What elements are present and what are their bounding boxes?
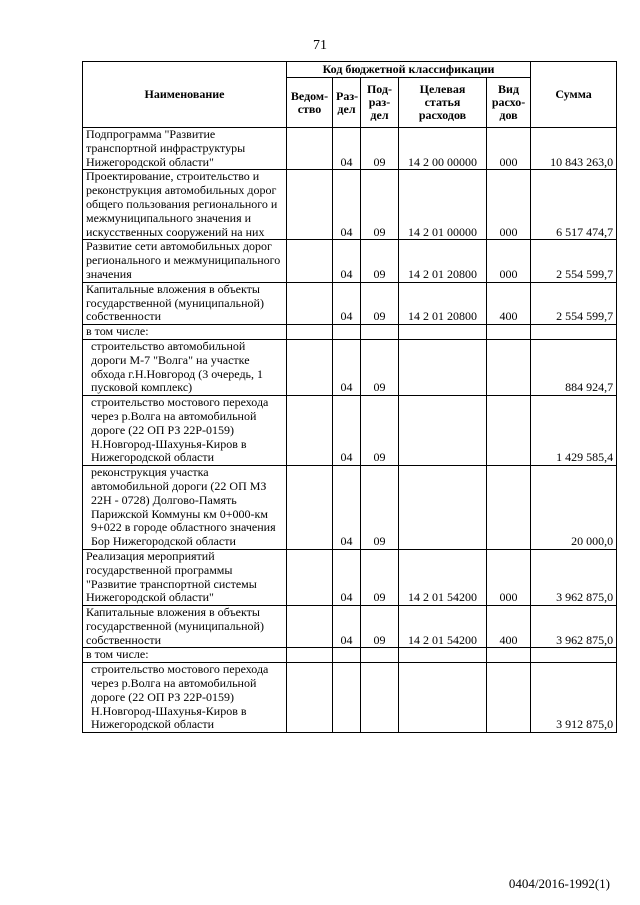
budget-table (82, 61, 617, 733)
table-row (83, 240, 617, 282)
row-sum: 1 429 585,4 (531, 396, 617, 466)
row-dept (287, 466, 333, 550)
row-subsection: 09 (361, 282, 399, 324)
row-type: 400 (487, 606, 531, 648)
row-name: Капитальные вложения в объекты государственной (муниципальной) собственности (83, 606, 287, 648)
header-section: Раз-дел (333, 78, 361, 128)
row-type (487, 648, 531, 663)
row-subsection: 09 (361, 396, 399, 466)
row-subsection: 09 (361, 606, 399, 648)
row-dept (287, 648, 333, 663)
row-subsection (361, 325, 399, 340)
header-sum: Сумма (531, 62, 617, 128)
row-sum: 6 517 474,7 (531, 170, 617, 240)
row-name: строительство автомобильной дороги М-7 "Волга" на участке обхода г.Н.Новгород (3 очередь, 1 пусковой комплекс) (83, 339, 287, 395)
row-dept (287, 240, 333, 282)
row-subsection: 09 (361, 466, 399, 550)
row-section: 04 (333, 240, 361, 282)
row-name: строительство мостового перехода через р.Волга на автомобильной дороге (22 ОП РЗ 22Р-0159) Н.Новгород-Шахунья-Киров в Нижегородской области (83, 396, 287, 466)
header-expense-type: Вид расхо-дов (487, 78, 531, 128)
row-sum: 884 924,7 (531, 339, 617, 395)
header-department: Ведом-ство (287, 78, 333, 128)
row-type: 000 (487, 240, 531, 282)
row-target: 14 2 01 20800 (399, 282, 487, 324)
row-sum: 3 962 875,0 (531, 549, 617, 605)
table-row (83, 282, 617, 324)
table-row (83, 663, 617, 733)
table-row (83, 396, 617, 466)
row-subsection (361, 663, 399, 733)
row-section: 04 (333, 170, 361, 240)
row-dept (287, 339, 333, 395)
row-type (487, 663, 531, 733)
row-name: Развитие сети автомобильных дорог регионального и межмуниципального значения (83, 240, 287, 282)
row-subsection (361, 648, 399, 663)
row-target (399, 325, 487, 340)
row-type (487, 325, 531, 340)
row-name: Подпрограмма "Развитие транспортной инфраструктуры Нижегородской области" (83, 128, 287, 170)
table-row (83, 339, 617, 395)
table-row (83, 170, 617, 240)
row-section (333, 648, 361, 663)
row-dept (287, 325, 333, 340)
row-sum: 2 554 599,7 (531, 282, 617, 324)
row-sum (531, 325, 617, 340)
row-sum: 3 962 875,0 (531, 606, 617, 648)
table-row (83, 325, 617, 340)
header-name: Наименование (83, 62, 287, 128)
row-section: 04 (333, 339, 361, 395)
row-name: Проектирование, строительство и реконструкция автомобильных дорог общего пользования регионального и межмуниципального значения и искусственных сооружений на них (83, 170, 287, 240)
row-type: 000 (487, 549, 531, 605)
row-type: 000 (487, 128, 531, 170)
row-section: 04 (333, 466, 361, 550)
row-name: Капитальные вложения в объекты государственной (муниципальной) собственности (83, 282, 287, 324)
row-name: Реализация мероприятий государственной программы "Развитие транспортной системы Нижегородской области" (83, 549, 287, 605)
table-row (83, 549, 617, 605)
row-target: 14 2 01 54200 (399, 606, 487, 648)
row-type (487, 466, 531, 550)
row-sum: 20 000,0 (531, 466, 617, 550)
row-sum: 3 912 875,0 (531, 663, 617, 733)
row-target (399, 339, 487, 395)
row-section: 04 (333, 606, 361, 648)
row-subsection: 09 (361, 128, 399, 170)
row-dept (287, 549, 333, 605)
table-row (83, 606, 617, 648)
row-dept (287, 170, 333, 240)
table-row (83, 648, 617, 663)
row-section: 04 (333, 128, 361, 170)
row-type (487, 396, 531, 466)
row-section: 04 (333, 549, 361, 605)
row-type (487, 339, 531, 395)
row-dept (287, 282, 333, 324)
row-subsection: 09 (361, 549, 399, 605)
row-target (399, 466, 487, 550)
row-section (333, 663, 361, 733)
document-code: 0404/2016-1992(1) (508, 876, 610, 891)
header-target: Целевая статья расходов (399, 78, 487, 128)
row-target: 14 2 01 54200 (399, 549, 487, 605)
table-row (83, 466, 617, 550)
row-type: 400 (487, 282, 531, 324)
row-section: 04 (333, 282, 361, 324)
row-dept (287, 396, 333, 466)
row-section: 04 (333, 396, 361, 466)
row-target: 14 2 00 00000 (399, 128, 487, 170)
page-number: 71 (313, 38, 327, 53)
row-section (333, 325, 361, 340)
row-name: строительство мостового перехода через р.Волга на автомобильной дороге (22 ОП РЗ 22Р-0159) Н.Новгород-Шахунья-Киров в Нижегородской области (83, 663, 287, 733)
row-name: в том числе: (83, 325, 287, 340)
header-subsection: Под-раз-дел (361, 78, 399, 128)
row-type: 000 (487, 170, 531, 240)
row-subsection: 09 (361, 339, 399, 395)
table-row (83, 128, 617, 170)
row-target: 14 2 01 20800 (399, 240, 487, 282)
row-subsection: 09 (361, 240, 399, 282)
row-subsection: 09 (361, 170, 399, 240)
row-target (399, 396, 487, 466)
header-code-group: Код бюджетной классификации (287, 62, 531, 78)
row-sum: 10 843 263,0 (531, 128, 617, 170)
row-dept (287, 128, 333, 170)
row-dept (287, 663, 333, 733)
row-target (399, 648, 487, 663)
row-sum (531, 648, 617, 663)
row-name: в том числе: (83, 648, 287, 663)
row-dept (287, 606, 333, 648)
row-target: 14 2 01 00000 (399, 170, 487, 240)
row-target (399, 663, 487, 733)
row-name: реконструкция участка автомобильной дороги (22 ОП МЗ 22Н - 0728) Долгово-Память Парижской Коммуны км 0+000-км 9+022 в городе областного значения Бор Нижегородской области (83, 466, 287, 550)
row-sum: 2 554 599,7 (531, 240, 617, 282)
